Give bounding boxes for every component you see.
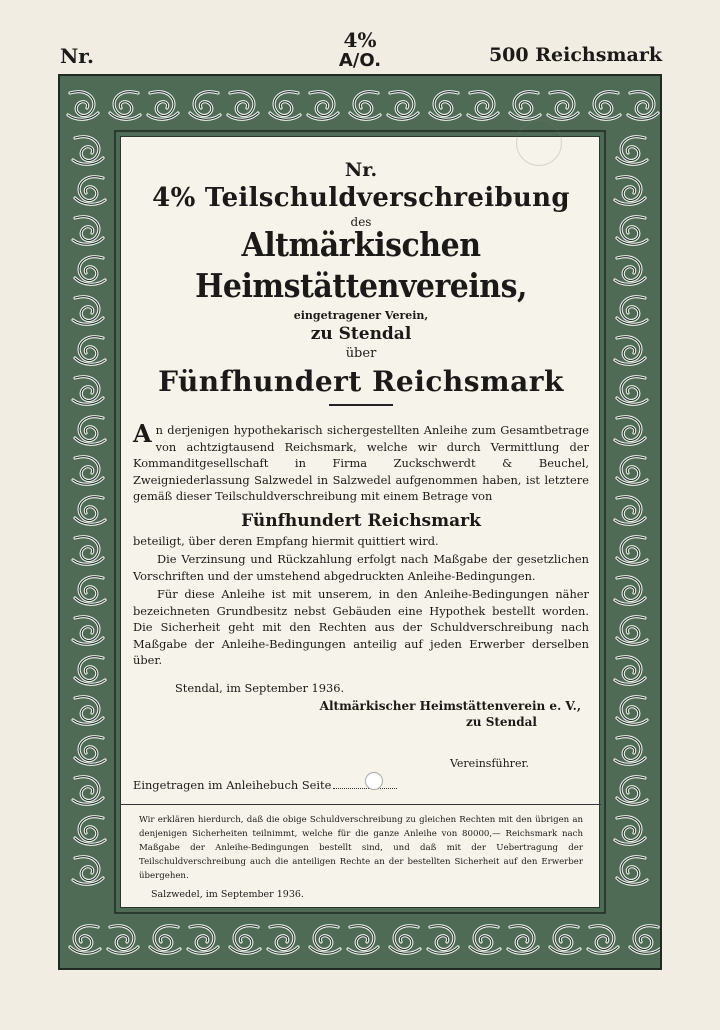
amount-title: Fünfhundert Reichsmark xyxy=(158,365,564,398)
footer-place-date: Salzwedel, im September 1936. xyxy=(151,888,304,900)
ornamental-frame xyxy=(58,74,662,970)
header-series: A/O. xyxy=(338,50,382,71)
footer-note: Wir erklären hierdurch, daß die obige Schuldverschreibung zu gleichen Rechten mit den übrigen an denjenigen Sicherheiten teilnimmt, welche für die ganze Anleihe von 80000,— Reichsmark nach Maßgabe der Anleihe-Bedingungen bestellt sind, und daß mit der Uebertragung der Teilschuldverschreibung auch die anteiligen Rechte an der bestellten Sicherheit auf den Erwerber übergehen. xyxy=(139,814,583,881)
certificate-header xyxy=(0,14,720,74)
signatory-city: zu Stendal xyxy=(465,714,537,729)
drop-cap: A xyxy=(133,419,152,448)
paragraph-2: Die Verzinsung und Rückzahlung erfolgt nach Maßgabe der gesetzlichen Vorschriften und der umstehend abgedruckten Anleihe-Bedingungen. xyxy=(133,552,589,583)
header-denomination: 500 Reichsmark xyxy=(488,44,662,66)
signatory: Altmärkischer Heimstättenverein e. V., xyxy=(319,698,581,713)
register-label: Eingetragen im Anleihebuch Seite xyxy=(133,777,332,792)
issuer-city: zu Stendal xyxy=(310,324,412,344)
issuer-registered: eingetragener Verein, xyxy=(293,309,429,322)
chairman-label: Vereinsführer. xyxy=(449,756,529,770)
punch-hole xyxy=(365,772,383,790)
header-number-label: Nr. xyxy=(60,44,94,68)
paragraph-1-end: beteiligt, über deren Empfang hiermit quittiert wird. xyxy=(133,533,439,548)
faint-stamp xyxy=(516,120,562,166)
certificate-title: 4% Teilschuldverschreibung xyxy=(152,183,570,213)
title-ueber: über xyxy=(345,346,377,361)
issuer-name: Altmärkischen Heimstättenvereins, xyxy=(195,227,527,306)
issue-place-date: Stendal, im September 1936. xyxy=(175,680,345,695)
header-interest-rate: 4% xyxy=(343,28,377,52)
certificate-body xyxy=(120,136,600,908)
title-rule xyxy=(329,404,393,406)
paragraph-1-text: n derjenigen hypothekarisch sichergestellten Anleihe zum Gesamtbetrage von achtzigtausend Reichsmark, welche wir durch Vermittlung der Kommanditgesellschaft in Firma Zuckschwerdt & Beuchel, Zweigniederlassung Salzwedel in Salzwedel aufgenommen haben, ist letztere gemäß dieser Teilschuldverschreibung mit einem Betrage von xyxy=(133,423,589,503)
register-line xyxy=(333,788,397,789)
amount-body: Fünfhundert Reichsmark xyxy=(241,510,481,531)
paragraph-3: Für diese Anleihe ist mit unserem, in den Anleihe-Bedingungen näher bezeichneten Grundbesitz nebst Gebäuden eine Hypothek bestellt worden. Die Sicherheit geht mit den Rechten aus der Schuldverschreibung nach Maßgabe der Anleihe-Bedingungen anteilig auf jeden Erwerber derselben über. xyxy=(133,587,589,667)
footer-separator xyxy=(121,804,601,805)
certificate-number-label: Nr. xyxy=(344,159,378,181)
register-entry xyxy=(133,778,589,792)
paragraph-1 xyxy=(133,419,589,505)
title-des: des xyxy=(350,215,372,229)
